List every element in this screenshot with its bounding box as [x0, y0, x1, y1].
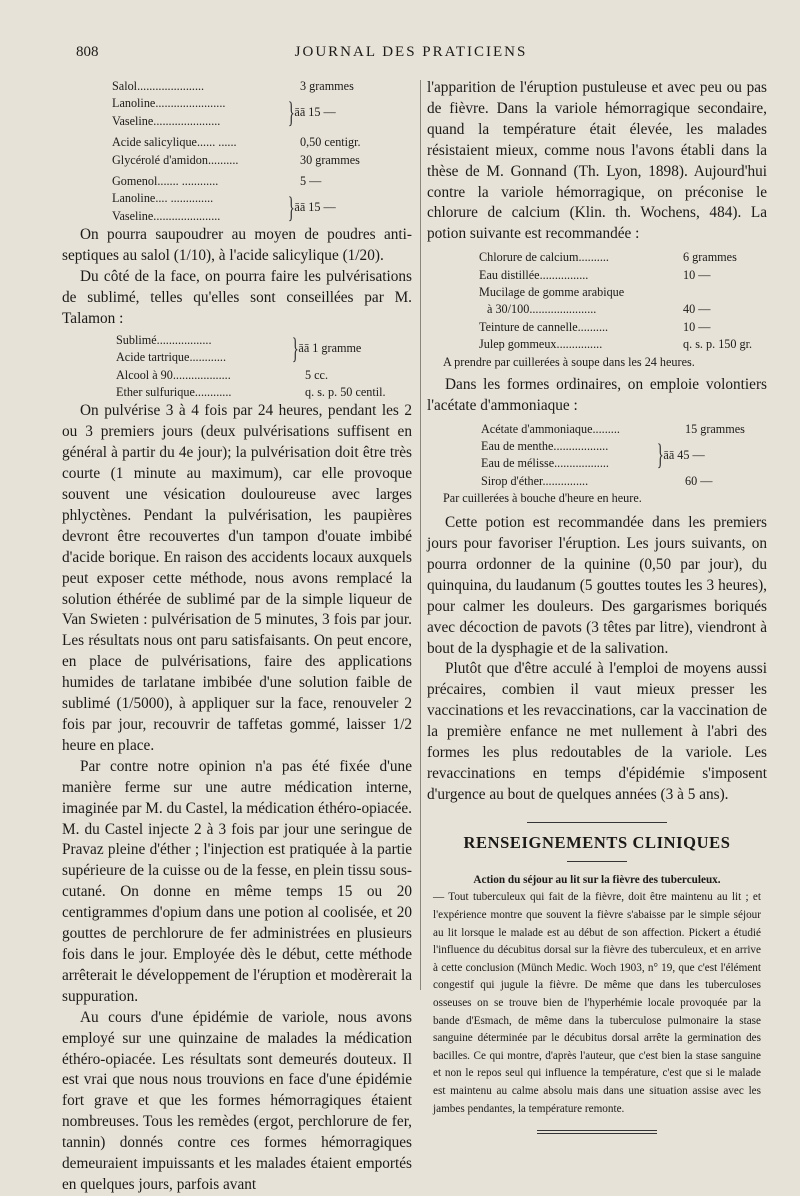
- prescription-group: Eau de menthe.................. Eau de mélisse.................. } āā 45 —: [481, 438, 705, 472]
- prescription-line: Alcool à 90................... 5 cc.: [116, 367, 329, 382]
- prescription-line: Sirop d'éther............... 60 —: [481, 473, 713, 488]
- subsection-title: Action du séjour au lit sur la fièvre des tuberculeux.: [473, 873, 721, 886]
- paragraph: Du côté de la face, on pourra faire les pulvérisations de sublimé, telles qu'elles sont conseillées par M. Talamon :: [62, 268, 412, 327]
- clinical-note: [427, 872, 767, 1118]
- column-divider: [420, 80, 421, 990]
- page-header: [62, 44, 760, 68]
- prescription-block-4: [427, 421, 751, 491]
- prescription-line: Mucilage de gomme arabique: [479, 285, 625, 300]
- prescription-line: Ether sulfurique............ q. s. p. 50 centil.: [116, 385, 386, 399]
- paragraph: On pulvérise 3 à 4 fois par 24 heures, pendant les 2 ou 3 premiers jours (deux pulvérisations suffisent en général à partir du 4e jour); la pulvérisation doit être très courte (1 minute au maximum), car elle provoque souvent une vésication douloureuse avec larges phlyctènes. Pendant la pulvérisation, les paupières devront être recouvertes d'un tampon d'ouate imbibé d'acide borique. En raison des accidents locaux auxquels peut exposer cette méthode, nous avons remplacé la solution éthérée de sublimé par de la simple liqueur de Van Swieten : pulvérisation de 5 minutes, 3 fois par jour. Les résultats nous ont paru satisfaisants. On peut encore, en place de pulvérisations, faire des applications humides de tarlatane imbibée d'une solution faible de sublimé (1/5000), à appliquer sur la face, renouveler 2 fois par jour, recouvrir de taffetas gommé, laisser 1/2 heure en place.: [62, 402, 412, 754]
- prescription-group: Lanoline....................... Vaseline...................... } āā 15 —: [112, 95, 336, 129]
- clinical-note-body: — Tout tuberculeux qui fait de la fièvre, doit être maintenu au lit ; et l'expérience montre que souvent la fièvre s'abaisse par le simple séjour au lit lorsque le malade est au début de son affection. Pickert a étudié l'influence du décubitus dorsal sur la fièvre des tuberculeux, et en arrive à cette conclusion (Münch Medic. Woch 1903, n° 19, que c'est l'élément congestif qui jugule la fièvre. De même que dans les tuberculoses osseuses on se trouve bien de l'hyperhémie locale provoquée par la bande d'Esmach, de même dans la tuberculose pulmonaire la stase sanguine déterminée par le décubitus dorsal arrête la germination des bacilles. Ce qui montre, d'après l'auteur, que c'est bien la stase sanguine et non le repos seul qui influence la température, c'est que si le malade est maintenu au calme absolu mais dans une situation assise avec les jambes pendantes, la température remonte.: [433, 891, 761, 1115]
- paragraph: Plutôt que d'être acculé à l'emploi de moyens aussi précaires, combien il vaut mieux presser les vaccinations et les revaccinations, car la vaccination de la première enfance ne met nullement à l'abri des formes les plus redoutables de la variole. Les revaccinations en temps d'épidémie s'imposent d'urgence au bout de quelques années (3 à 5 ans).: [427, 660, 767, 803]
- paragraph: On pourra saupoudrer au moyen de poudres anti-septiques au salol (1/10), à l'acide salicylique (1/20).: [62, 226, 412, 265]
- page-number: 808: [76, 44, 99, 60]
- prescription-line: Chlorure de calcium.......... 6 grammes: [479, 250, 737, 265]
- prescription-block-3: [427, 249, 763, 353]
- brace-icon: }: [291, 332, 299, 366]
- section-rule: [567, 861, 627, 862]
- prescription-block-2: [62, 332, 401, 402]
- paragraph: Par contre notre opinion n'a pas été fixée d'une manière ferme sur une autre médication interne, imaginée par M. du Castel, la médication éthéro-opiacée. M. du Castel injecte 2 à 3 fois par jour une seringue de Pravaz pleine d'éther ; l'injection est pratiquée à la partie supérieure de la cuisse ou de la fesse, en plein tissu sous-cutané. On donne en même temps 15 ou 20 centigrammes d'opium dans une potion al coolisée, et 20 gouttes de perchlorure de fer administrées en plusieurs fois dans le jour. Employée dès le début, cette méthode arrêterait le développement de l'éruption et modèrerait la suppuration.: [62, 757, 412, 1005]
- prescription-line: Glycérolé d'amidon.......... 30 grammes: [112, 152, 360, 167]
- brace-icon: }: [287, 190, 295, 224]
- prescription-group: Lanoline.... .............. Vaseline...................... } āā 15 —: [112, 190, 336, 224]
- right-column: [427, 78, 767, 1134]
- journal-title: JOURNAL DES PRATICIENS: [294, 44, 528, 60]
- dosage-note: Par cuillerées à bouche d'heure en heure.: [443, 491, 642, 506]
- paragraph: Cette potion est recommandée dans les premiers jours pour favoriser l'éruption. Les jours suivants, on pourra ordonner de la quinine (0,50 par jour), du quinquina, du laudanum (5 gouttes toutes les 3 heures), pour calmer les douleurs. Des gargarismes boriqués avec décoction de pavots (3 têtes par litre), viendront à bout de la dysphagie et de la salivation.: [427, 514, 767, 657]
- section-rule: [527, 822, 667, 823]
- left-column: [62, 78, 412, 1196]
- paragraph: l'apparition de l'éruption pustuleuse et avec peu ou pas de fièvre. Dans la variole hémorragique secondaire, quand la température était élevée, les malades résistaient mieux, comme nous l'avons établi dans la thèse de M. Gonnand (Th. Lyon, 1898). Aujourd'hui contre la variole hémorragique, on préconise le chlorure de calcium (Klin. th. Wochens, 484). La potion suivante est recommandée :: [427, 79, 767, 243]
- prescription-line: Acétate d'ammoniaque......... 15 grammes: [481, 421, 745, 436]
- prescription-line: Teinture de cannelle.......... 10 —: [479, 319, 711, 334]
- prescription-line: à 30/100...................... 40 —: [487, 302, 711, 317]
- section-title: RENSEIGNEMENTS CLINIQUES: [463, 832, 731, 852]
- prescription-line: Eau distillée................ 10 —: [479, 267, 711, 282]
- brace-icon: }: [656, 438, 664, 472]
- prescription-line: Gomenol....... ............ 5 —: [112, 174, 322, 189]
- prescription-line: Julep gommeux............... q. s. p. 150 gr.: [479, 337, 753, 352]
- brace-icon: }: [287, 95, 295, 129]
- paragraph: Au cours d'une épidémie de variole, nous avons employé sur une quinzaine de malades la médication éthéro-opiacée. Les résultats sont demeurés douteux. Il est vrai que nous nous trouvions en face d'une épidémie fort grave et que les formes hémorragiques étaient nombreuses. Tous les remèdes (ergot, perchlorure de fer, tannin) donnés contre ces formes hémorragiques demeuraient impuissants et les malades étaient emportés en quelques jours, parfois avant: [62, 1008, 412, 1193]
- dosage-note: A prendre par cuillerées à soupe dans les 24 heures.: [443, 354, 695, 369]
- prescription-line: Salol...................... 3 grammes: [112, 79, 354, 93]
- prescription-block-1: [62, 78, 382, 225]
- prescription-line: Acide salicylique...... ...... 0,50 centigr.: [112, 135, 361, 150]
- paragraph: Dans les formes ordinaires, on emploie volontiers l'acétate d'ammoniaque :: [427, 375, 767, 414]
- end-rule: [537, 1130, 657, 1134]
- prescription-group: Sublimé.................. Acide tartrique............ } āā 1 gramme: [116, 332, 362, 366]
